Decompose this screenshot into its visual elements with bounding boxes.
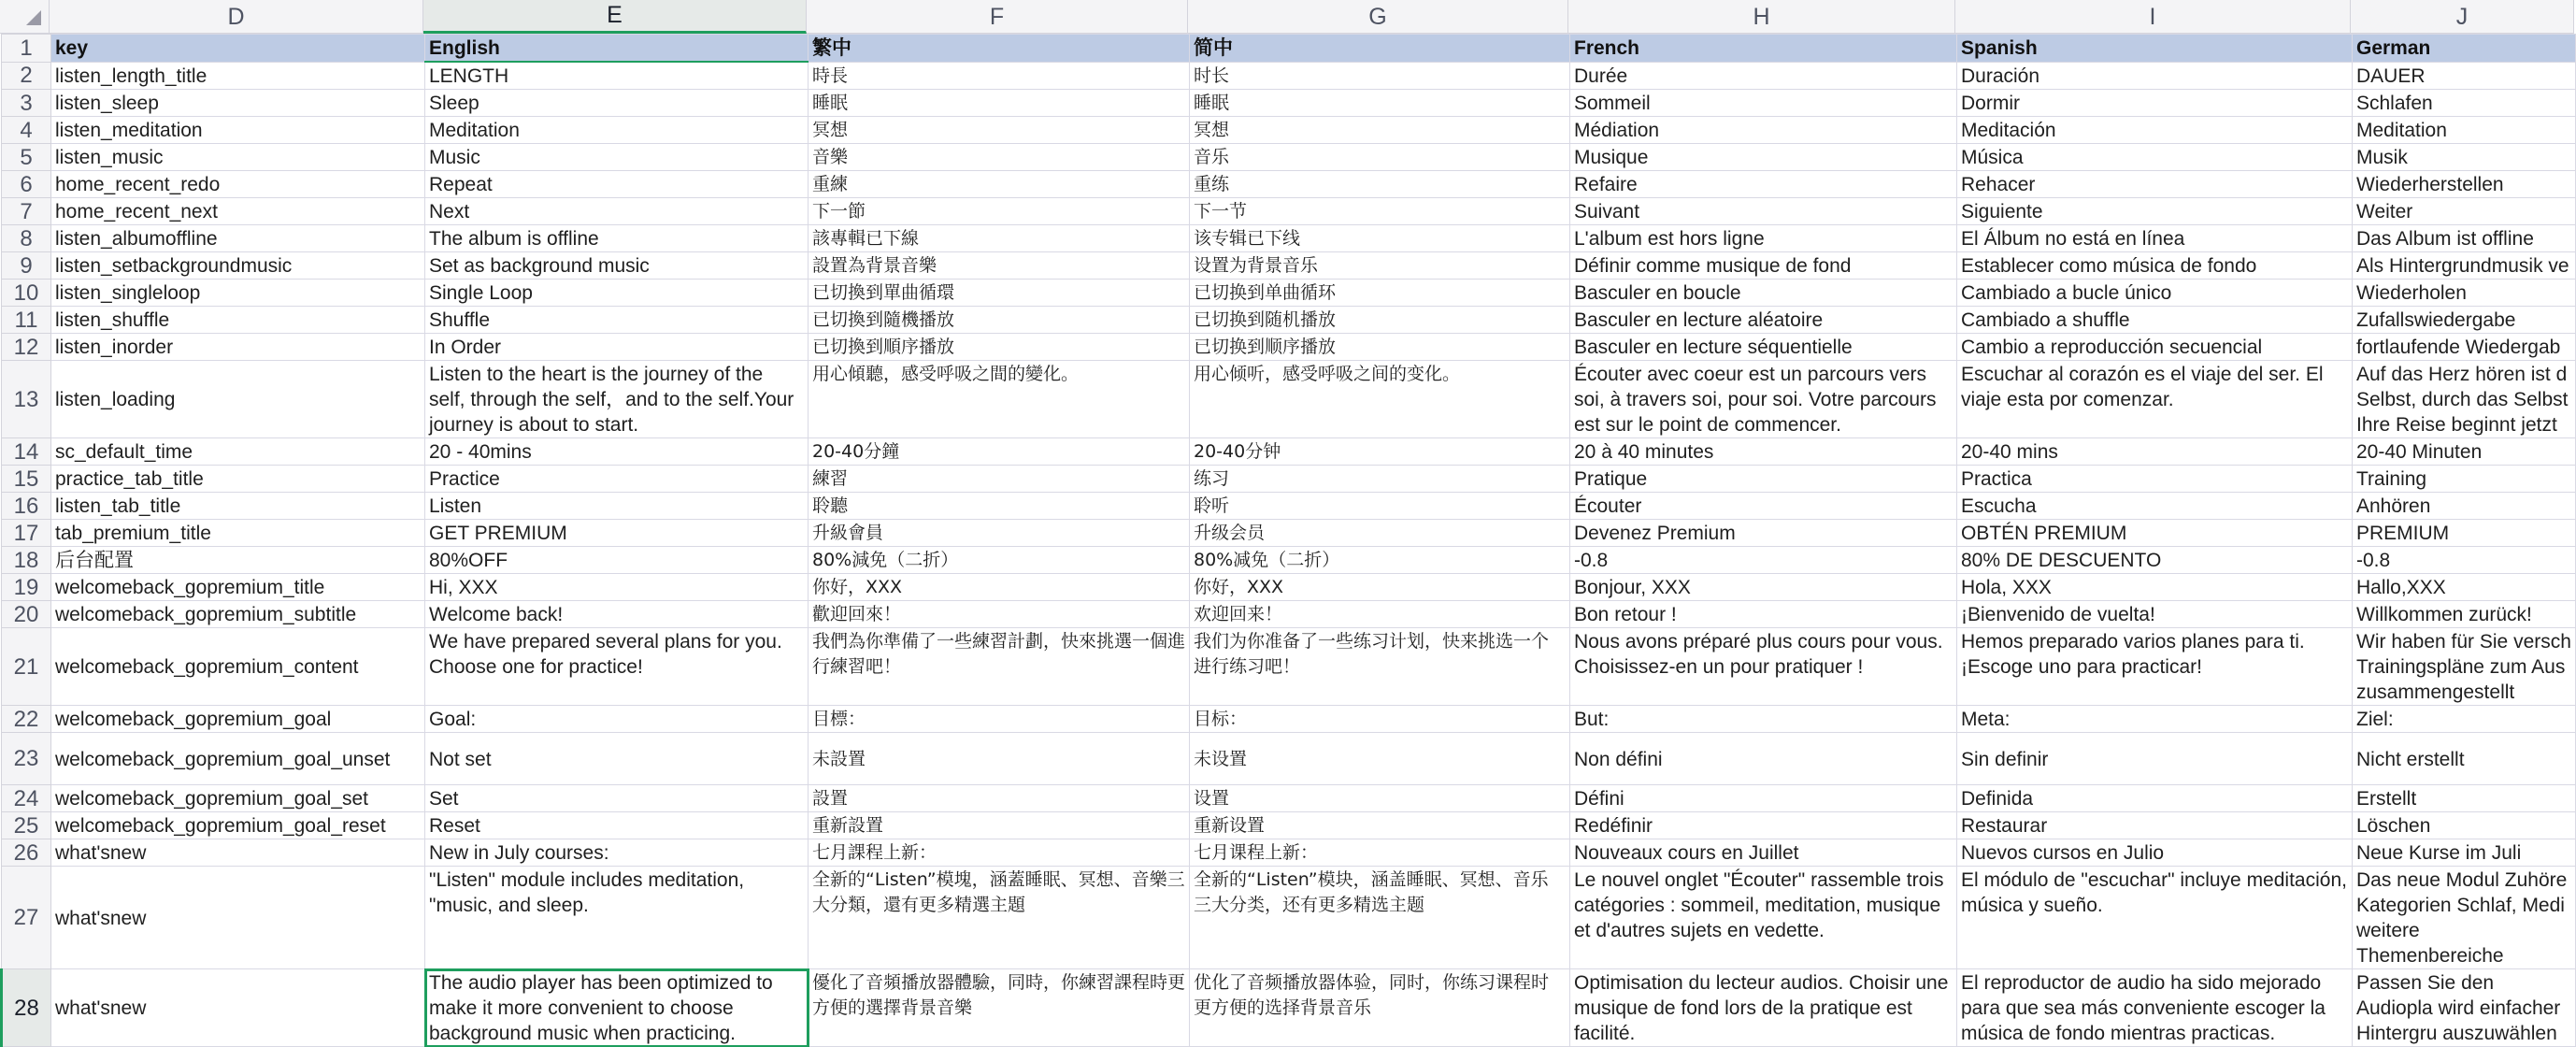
table-row [2,334,2576,361]
grid-cell[interactable]: welcomeback_gopremium_goal_set [51,785,425,812]
column-header-bar [50,0,2574,34]
table-row [2,466,2576,493]
row-header[interactable]: 27 [2,867,51,969]
grid-cell[interactable]: 升級會員 [809,520,1190,547]
grid-cell[interactable]: 歡迎回來！ [809,601,1190,628]
grid-cell[interactable]: The album is offline [425,225,809,252]
grid-cell[interactable]: Neue Kurse im Juli [2353,839,2576,867]
grid-cell[interactable]: Als Hintergrundmusik ve [2353,252,2576,280]
grid-cell[interactable]: 你好，XXX [1190,574,1570,601]
row-header[interactable]: 28 [2,969,51,1047]
grid-cell[interactable]: listen_sleep [51,90,425,117]
grid-cell[interactable]: Escucha [1957,493,2353,520]
grid-cell[interactable]: welcomeback_gopremium_goal_reset [51,812,425,839]
grid-cell[interactable]: Establecer como música de fondo [1957,252,2353,280]
grid-cell[interactable]: Siguiente [1957,198,2353,225]
grid-cell[interactable]: 20 à 40 minutes [1570,438,1957,466]
row-header[interactable]: 17 [2,520,51,547]
grid-cell[interactable]: Sleep [425,90,809,117]
grid-cell[interactable]: 80%减免（二折） [1190,547,1570,574]
grid-cell[interactable]: 重練 [809,171,1190,198]
grid-cell[interactable]: El módulo de "escuchar" incluye meditación, música y sueño. [1957,867,2353,969]
grid-cell[interactable]: Musique [1570,144,1957,171]
grid-cell[interactable]: 優化了音頻播放器體驗，同時，你練習課程時更方便的選擇背景音樂 [809,969,1190,1047]
grid-cell[interactable]: Basculer en lecture aléatoire [1570,307,1957,334]
grid-cell[interactable]: 优化了音频播放器体验，同时，你练习课程时更方便的选择背景音乐 [1190,969,1570,1047]
grid-cell[interactable]: Défini [1570,785,1957,812]
grid-cell[interactable]: Löschen [2353,812,2576,839]
column-header-g[interactable]: G [1188,0,1568,34]
grid-cell[interactable]: listen_shuffle [51,307,425,334]
grid-cell[interactable]: 设置为背景音乐 [1190,252,1570,280]
grid-cell[interactable]: Basculer en boucle [1570,280,1957,307]
table-row [2,733,2576,785]
grid-cell[interactable]: Meditación [1957,117,2353,144]
grid-cell[interactable]: what'snew [51,867,425,969]
grid-cell[interactable]: 用心傾聽，感受呼吸之間的變化。 [809,361,1190,438]
grid-cell[interactable]: Écouter [1570,493,1957,520]
grid-cell[interactable]: Suivant [1570,198,1957,225]
grid-cell[interactable]: Dormir [1957,90,2353,117]
grid-cell[interactable]: 已切换到随机播放 [1190,307,1570,334]
grid-cell[interactable]: 80%OFF [425,547,809,574]
grid-cell[interactable]: 已切换到单曲循环 [1190,280,1570,307]
grid-cell[interactable]: Auf das Herz hören ist d Selbst, durch das Selbst Ihre Reise beginnt jetzt [2353,361,2576,438]
row-header[interactable]: 4 [2,117,51,144]
grid-cell[interactable]: practice_tab_title [51,466,425,493]
grid-cell[interactable]: 80%減免（二折） [809,547,1190,574]
grid-cell[interactable]: Practica [1957,466,2353,493]
grid-cell[interactable]: home_recent_next [51,198,425,225]
grid-cell[interactable]: -0.8 [2353,547,2576,574]
grid-cell[interactable]: Ziel: [2353,706,2576,733]
row-header[interactable]: 2 [2,62,51,90]
grid-cell[interactable]: Musik [2353,144,2576,171]
table-row [2,520,2576,547]
grid-cell[interactable]: 80% DE DESCUENTO [1957,547,2353,574]
grid-cell[interactable]: 設置 [809,785,1190,812]
grid-cell[interactable]: 目標： [809,706,1190,733]
grid-cell[interactable]: 七月课程上新： [1190,839,1570,867]
table-row [2,144,2576,171]
grid-cell[interactable]: Pratique [1570,466,1957,493]
row-header[interactable]: 26 [2,839,51,867]
grid-cell[interactable]: ¡Bienvenido de vuelta! [1957,601,2353,628]
grid-cell[interactable]: Sommeil [1570,90,1957,117]
select-all-icon [26,10,41,25]
grid-cell[interactable]: 后台配置 [51,547,425,574]
row-header[interactable]: 10 [2,280,51,307]
row-header[interactable]: 25 [2,812,51,839]
row-header[interactable]: 1 [2,35,51,63]
grid-cell[interactable]: welcomeback_gopremium_content [51,628,425,706]
grid-cell[interactable]: 20 - 40mins [425,438,809,466]
row-header[interactable]: 18 [2,547,51,574]
grid-cell[interactable]: 該專輯已下線 [809,225,1190,252]
grid-cell[interactable]: Duración [1957,62,2353,90]
grid-cell[interactable]: Définir comme musique de fond [1570,252,1957,280]
grid-cell[interactable]: 七月課程上新： [809,839,1190,867]
grid-cell[interactable]: Le nouvel onglet "Écouter" rassemble trois catégories : sommeil, meditation, musique et d'autres sujets en vedette. [1570,867,1957,969]
grid-cell[interactable]: listen_albumoffline [51,225,425,252]
grid-cell[interactable]: LENGTH [425,62,809,90]
table-row [2,785,2576,812]
grid-cell[interactable]: Meta: [1957,706,2353,733]
grid-cell[interactable]: welcomeback_gopremium_subtitle [51,601,425,628]
grid-cell[interactable]: Bonjour, XXX [1570,574,1957,601]
grid-cell[interactable]: Cambiado a bucle único [1957,280,2353,307]
column-title-cell[interactable]: English [425,35,809,63]
grid-cell[interactable]: Passen Sie den Audiopla wird einfacher Hintergru auszuwählen [2353,969,2576,1047]
table-row [2,198,2576,225]
grid-cell[interactable]: 重新設置 [809,812,1190,839]
table-row [2,225,2576,252]
grid-cell[interactable]: Schlafen [2353,90,2576,117]
grid-cell[interactable]: Next [425,198,809,225]
grid-cell[interactable]: welcomeback_gopremium_goal [51,706,425,733]
grid-cell[interactable]: Set as background music [425,252,809,280]
grid-cell[interactable]: Nouveaux cours en Juillet [1570,839,1957,867]
grid-cell[interactable]: 用心倾听，感受呼吸之间的变化。 [1190,361,1570,438]
grid-cell[interactable]: listen_tab_title [51,493,425,520]
row-header[interactable]: 20 [2,601,51,628]
grid-cell[interactable]: 重练 [1190,171,1570,198]
grid-cell[interactable]: 时长 [1190,62,1570,90]
grid-cell[interactable]: Willkommen zurück! [2353,601,2576,628]
grid-cell[interactable]: home_recent_redo [51,171,425,198]
grid-cell[interactable]: Devenez Premium [1570,520,1957,547]
column-title-cell[interactable]: 繁中 [809,35,1190,63]
grid-cell[interactable]: Single Loop [425,280,809,307]
grid-cell[interactable]: Anhören [2353,493,2576,520]
table-row [2,252,2576,280]
grid-cell[interactable]: PREMIUM [2353,520,2576,547]
grid-cell[interactable]: El Álbum no está en línea [1957,225,2353,252]
grid-cell[interactable]: Wiederholen [2353,280,2576,307]
grid-cell[interactable]: El reproductor de audio ha sido mejorado para que sea más conveniente escoger la música de fondo mientras practicas. [1957,969,2353,1047]
grid-cell[interactable]: 已切換到隨機播放 [809,307,1190,334]
cell-grid [0,34,2576,1047]
grid-cell[interactable]: Non défini [1570,733,1957,785]
grid-cell[interactable]: Basculer en lecture séquentielle [1570,334,1957,361]
grid-cell[interactable]: 已切換到順序播放 [809,334,1190,361]
grid-cell[interactable]: Durée [1570,62,1957,90]
grid-cell[interactable]: 時長 [809,62,1190,90]
grid-cell[interactable]: Meditation [2353,117,2576,144]
grid-cell[interactable]: 設置為背景音樂 [809,252,1190,280]
row-header[interactable]: 9 [2,252,51,280]
row-header[interactable]: 23 [2,733,51,785]
grid-cell[interactable]: 已切换到顺序播放 [1190,334,1570,361]
grid-cell[interactable]: Meditation [425,117,809,144]
column-header-e[interactable]: E [423,0,807,34]
grid-cell[interactable]: what'snew [51,839,425,867]
grid-cell[interactable]: 已切換到單曲循環 [809,280,1190,307]
select-all-corner[interactable] [0,0,50,34]
grid-cell[interactable]: Hi, XXX [425,574,809,601]
grid-cell[interactable]: listen_loading [51,361,425,438]
header-row [2,35,2576,63]
grid-cell[interactable]: Welcome back! [425,601,809,628]
grid-cell[interactable]: Escuchar al corazón es el viaje del ser. El viaje esta por comenzar. [1957,361,2353,438]
grid-cell[interactable]: listen_music [51,144,425,171]
row-header[interactable]: 12 [2,334,51,361]
grid-cell[interactable]: We have prepared several plans for you. Choose one for practice! [425,628,809,706]
grid-cell[interactable]: Practice [425,466,809,493]
grid-cell[interactable]: Definida [1957,785,2353,812]
column-header-d[interactable]: D [50,0,423,34]
grid-cell[interactable]: listen_singleloop [51,280,425,307]
grid-cell[interactable]: 全新的“Listen”模块，涵盖睡眠、冥想、音乐三大分类，还有更多精选主题 [1190,867,1570,969]
grid-cell[interactable]: L'album est hors ligne [1570,225,1957,252]
column-title-cell[interactable]: German [2353,35,2576,63]
row-header[interactable]: 14 [2,438,51,466]
grid-cell[interactable]: listen_meditation [51,117,425,144]
grid-cell[interactable]: 设置 [1190,785,1570,812]
grid-cell[interactable]: tab_premium_title [51,520,425,547]
table-row [2,628,2576,706]
table-row [2,839,2576,867]
row-header[interactable]: 19 [2,574,51,601]
grid-cell[interactable]: New in July courses: [425,839,809,867]
grid-cell[interactable]: Not set [425,733,809,785]
grid-cell[interactable]: what'snew [51,969,425,1047]
grid-cell[interactable]: 20-40 Minuten [2353,438,2576,466]
grid-cell[interactable]: 全新的“Listen”模塊，涵蓋睡眠、冥想、音樂三大分類，還有更多精選主題 [809,867,1190,969]
grid-cell[interactable]: listen_setbackgroundmusic [51,252,425,280]
grid-cell[interactable]: Écouter avec coeur est un parcours vers soi, à travers soi, pour soi. Votre parcours est sur le point de commencer. [1570,361,1957,438]
table-row [2,867,2576,969]
grid-cell[interactable]: Music [425,144,809,171]
table-row [2,117,2576,144]
grid-cell[interactable]: Hemos preparado varios planes para ti. ¡Escoge uno para practicar! [1957,628,2353,706]
grid-cell[interactable]: 睡眠 [1190,90,1570,117]
grid-cell[interactable]: 音樂 [809,144,1190,171]
grid-cell[interactable]: Redéfinir [1570,812,1957,839]
grid-cell[interactable]: 聆听 [1190,493,1570,520]
grid-cell[interactable]: fortlaufende Wiedergab [2353,334,2576,361]
row-header[interactable]: 7 [2,198,51,225]
grid-cell[interactable]: 20-40分钟 [1190,438,1570,466]
grid-cell[interactable]: 重新设置 [1190,812,1570,839]
grid-cell[interactable]: Weiter [2353,198,2576,225]
grid-cell[interactable]: welcomeback_gopremium_goal_unset [51,733,425,785]
grid-cell[interactable]: Música [1957,144,2353,171]
grid-cell[interactable]: Set [425,785,809,812]
grid-cell[interactable]: 20-40 mins [1957,438,2353,466]
grid-cell[interactable]: OBTÉN PREMIUM [1957,520,2353,547]
grid-cell[interactable]: Cambio a reproducción secuencial [1957,334,2353,361]
row-header[interactable]: 24 [2,785,51,812]
row-header[interactable]: 13 [2,361,51,438]
column-title-cell[interactable]: 简中 [1190,35,1570,63]
grid-cell[interactable]: 音乐 [1190,144,1570,171]
grid-cell[interactable]: Shuffle [425,307,809,334]
grid-cell[interactable]: Repeat [425,171,809,198]
grid-cell[interactable]: 我們為你準備了一些練習計劃，快來挑選一個進行練習吧！ [809,628,1190,706]
grid-cell[interactable]: Das Album ist offline [2353,225,2576,252]
grid-cell[interactable]: 我们为你准备了一些练习计划，快来挑选一个进行练习吧！ [1190,628,1570,706]
row-header[interactable]: 22 [2,706,51,733]
grid-cell[interactable]: The audio player has been optimized to make it more convenient to choose background music when practicing. [425,969,809,1047]
row-header[interactable]: 11 [2,307,51,334]
grid-cell[interactable]: listen_inorder [51,334,425,361]
grid-cell[interactable]: 冥想 [809,117,1190,144]
grid-cell[interactable]: "Listen" module includes meditation, "music, and sleep. [425,867,809,969]
table-row [2,812,2576,839]
table-row [2,601,2576,628]
table-row [2,493,2576,520]
grid-cell[interactable]: -0.8 [1570,547,1957,574]
grid-cell[interactable]: Listen to the heart is the journey of the self, through the self，and to the self.Your journey is about to start. [425,361,809,438]
table-row [2,90,2576,117]
grid-cell[interactable]: 睡眠 [809,90,1190,117]
row-header[interactable]: 21 [2,628,51,706]
row-header[interactable]: 16 [2,493,51,520]
column-title-cell[interactable]: Spanish [1957,35,2353,63]
grid-cell[interactable]: 欢迎回来！ [1190,601,1570,628]
table-row [2,280,2576,307]
grid-cell[interactable]: But: [1570,706,1957,733]
column-header-j[interactable]: J [2351,0,2574,34]
grid-cell[interactable]: Bon retour ! [1570,601,1957,628]
grid-cell[interactable]: 練習 [809,466,1190,493]
grid-cell[interactable]: Zufallswiedergabe [2353,307,2576,334]
grid-cell[interactable]: Rehacer [1957,171,2353,198]
table-row [2,361,2576,438]
table-row [2,547,2576,574]
table-row [2,574,2576,601]
grid-cell[interactable]: Hola, XXX [1957,574,2353,601]
column-header-i[interactable]: I [1955,0,2351,34]
grid-cell[interactable]: DAUER [2353,62,2576,90]
column-title-cell[interactable]: French [1570,35,1957,63]
grid-cell[interactable]: 未設置 [809,733,1190,785]
grid-cell[interactable]: 20-40分鐘 [809,438,1190,466]
column-title-cell[interactable]: key [51,35,425,63]
row-header[interactable]: 6 [2,171,51,198]
grid-cell[interactable]: Médiation [1570,117,1957,144]
grid-cell[interactable]: Das neue Modul Zuhöre Kategorien Schlaf, Medi weitere Themenbereiche [2353,867,2576,969]
table-row [2,171,2576,198]
grid-cell[interactable]: Erstellt [2353,785,2576,812]
grid-cell[interactable]: 练习 [1190,466,1570,493]
grid-cell[interactable]: Reset [425,812,809,839]
grid-cell[interactable]: welcomeback_gopremium_title [51,574,425,601]
table-row [2,969,2576,1047]
grid-cell[interactable]: Goal: [425,706,809,733]
grid-cell[interactable]: Restaurar [1957,812,2353,839]
table-row [2,62,2576,90]
grid-cell[interactable]: Nicht erstellt [2353,733,2576,785]
grid-cell[interactable]: 冥想 [1190,117,1570,144]
grid-cell[interactable]: Sin definir [1957,733,2353,785]
grid-cell[interactable]: 该专辑已下线 [1190,225,1570,252]
grid-cell[interactable]: 升级会员 [1190,520,1570,547]
row-header[interactable]: 8 [2,225,51,252]
grid-cell[interactable]: 下一节 [1190,198,1570,225]
grid-cell[interactable]: In Order [425,334,809,361]
grid-cell[interactable]: Wiederherstellen [2353,171,2576,198]
grid-cell[interactable]: Optimisation du lecteur audios. Choisir une musique de fond lors de la pratique est facilité. [1570,969,1957,1047]
column-header-f[interactable]: F [807,0,1188,34]
grid-cell[interactable]: listen_length_title [51,62,425,90]
grid-cell[interactable]: Wir haben für Sie versch Trainingspläne zum Aus zusammengestellt [2353,628,2576,706]
column-header-h[interactable]: H [1568,0,1955,34]
grid-cell[interactable]: 你好，XXX [809,574,1190,601]
grid-cell[interactable]: Hallo,XXX [2353,574,2576,601]
grid-cell[interactable]: 聆聽 [809,493,1190,520]
grid-cell[interactable]: 下一節 [809,198,1190,225]
grid-cell[interactable]: 目标： [1190,706,1570,733]
grid-cell[interactable]: Refaire [1570,171,1957,198]
grid-cell[interactable]: GET PREMIUM [425,520,809,547]
grid-cell[interactable]: sc_default_time [51,438,425,466]
grid-cell[interactable]: Nous avons préparé plus cours pour vous. Choisissez-en un pour pratiquer ! [1570,628,1957,706]
row-header[interactable]: 15 [2,466,51,493]
grid-cell[interactable]: Cambiado a shuffle [1957,307,2353,334]
table-row [2,438,2576,466]
grid-cell[interactable]: 未设置 [1190,733,1570,785]
table-row [2,307,2576,334]
grid-cell[interactable]: Nuevos cursos en Julio [1957,839,2353,867]
grid-cell[interactable]: Training [2353,466,2576,493]
table-row [2,706,2576,733]
row-header[interactable]: 3 [2,90,51,117]
grid-cell[interactable]: Listen [425,493,809,520]
row-header[interactable]: 5 [2,144,51,171]
